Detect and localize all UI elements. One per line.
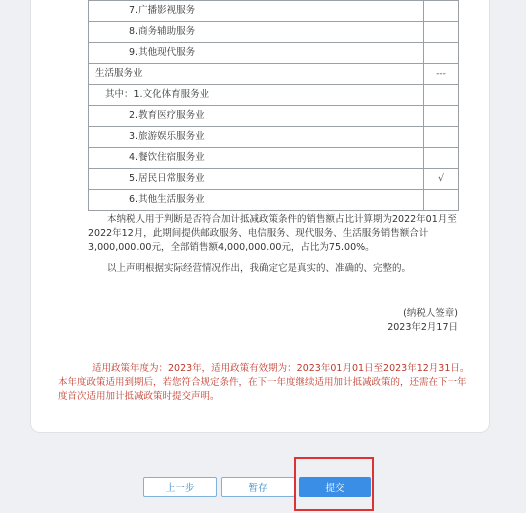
- submit-highlight-box: [294, 457, 374, 511]
- table-row: [89, 1, 459, 22]
- previous-step-button[interactable]: 上一步: [143, 477, 217, 497]
- sales-ratio-statement: 本纳税人用于判断是否符合加计抵减政策条件的销售额占比计算期为2022年01月至2022年12月，此期间提供邮政服务、电信服务、现代服务、生活服务销售额合计3,000,000.00元，全部销售额4,000,000.00元，占比为75.00%。: [88, 214, 457, 253]
- table-row: [89, 106, 459, 127]
- truthfulness-statement: 以上声明根据实际经营情况作出，我确定它是真实的、准确的、完整的。: [107, 263, 412, 274]
- row-mark[interactable]: [424, 127, 459, 148]
- row-mark[interactable]: [424, 1, 459, 22]
- row-mark[interactable]: [424, 43, 459, 64]
- row-mark[interactable]: [424, 106, 459, 127]
- row-label: 5.居民日常服务业: [89, 169, 424, 190]
- row-label: 4.餐饮住宿服务业: [89, 148, 424, 169]
- table-row: [89, 64, 459, 85]
- row-mark[interactable]: [424, 85, 459, 106]
- row-label: 9.其他现代服务: [89, 43, 424, 64]
- row-label: 8.商务辅助服务: [89, 22, 424, 43]
- service-category-table: [88, 0, 459, 211]
- table-row: [89, 148, 459, 169]
- table-row: [89, 43, 459, 64]
- signature-date: 2023年2月17日: [387, 322, 458, 333]
- table-row: [89, 22, 459, 43]
- save-draft-button[interactable]: 暂存: [221, 477, 295, 497]
- row-mark[interactable]: [424, 148, 459, 169]
- row-mark[interactable]: [424, 22, 459, 43]
- row-label: 7.广播影视服务: [89, 1, 424, 22]
- row-mark[interactable]: √: [424, 169, 459, 190]
- table-row: [89, 127, 459, 148]
- policy-period-notice: 适用政策年度为：2023年，适用政策有效期为：2023年01月01日至2023年12月31日。: [92, 363, 470, 374]
- table-row: [89, 169, 459, 190]
- submit-button[interactable]: 提交: [299, 477, 371, 497]
- signature-label: (纳税人签章): [403, 308, 458, 319]
- row-label: 2.教育医疗服务业: [89, 106, 424, 127]
- table-row: [89, 190, 459, 211]
- row-label: 其中：1.文化体育服务业: [89, 85, 424, 106]
- row-label: 6.其他生活服务业: [89, 190, 424, 211]
- row-mark: ---: [424, 64, 459, 85]
- row-label: 生活服务业: [89, 64, 424, 85]
- policy-renewal-notice: 本年度政策适用到期后，若您符合规定条件，在下一年度继续适用加计抵减政策的，还需在下一年度首次适用加计抵减政策时提交声明。: [58, 377, 467, 402]
- row-mark[interactable]: [424, 190, 459, 211]
- row-label: 3.旅游娱乐服务业: [89, 127, 424, 148]
- table-row: [89, 85, 459, 106]
